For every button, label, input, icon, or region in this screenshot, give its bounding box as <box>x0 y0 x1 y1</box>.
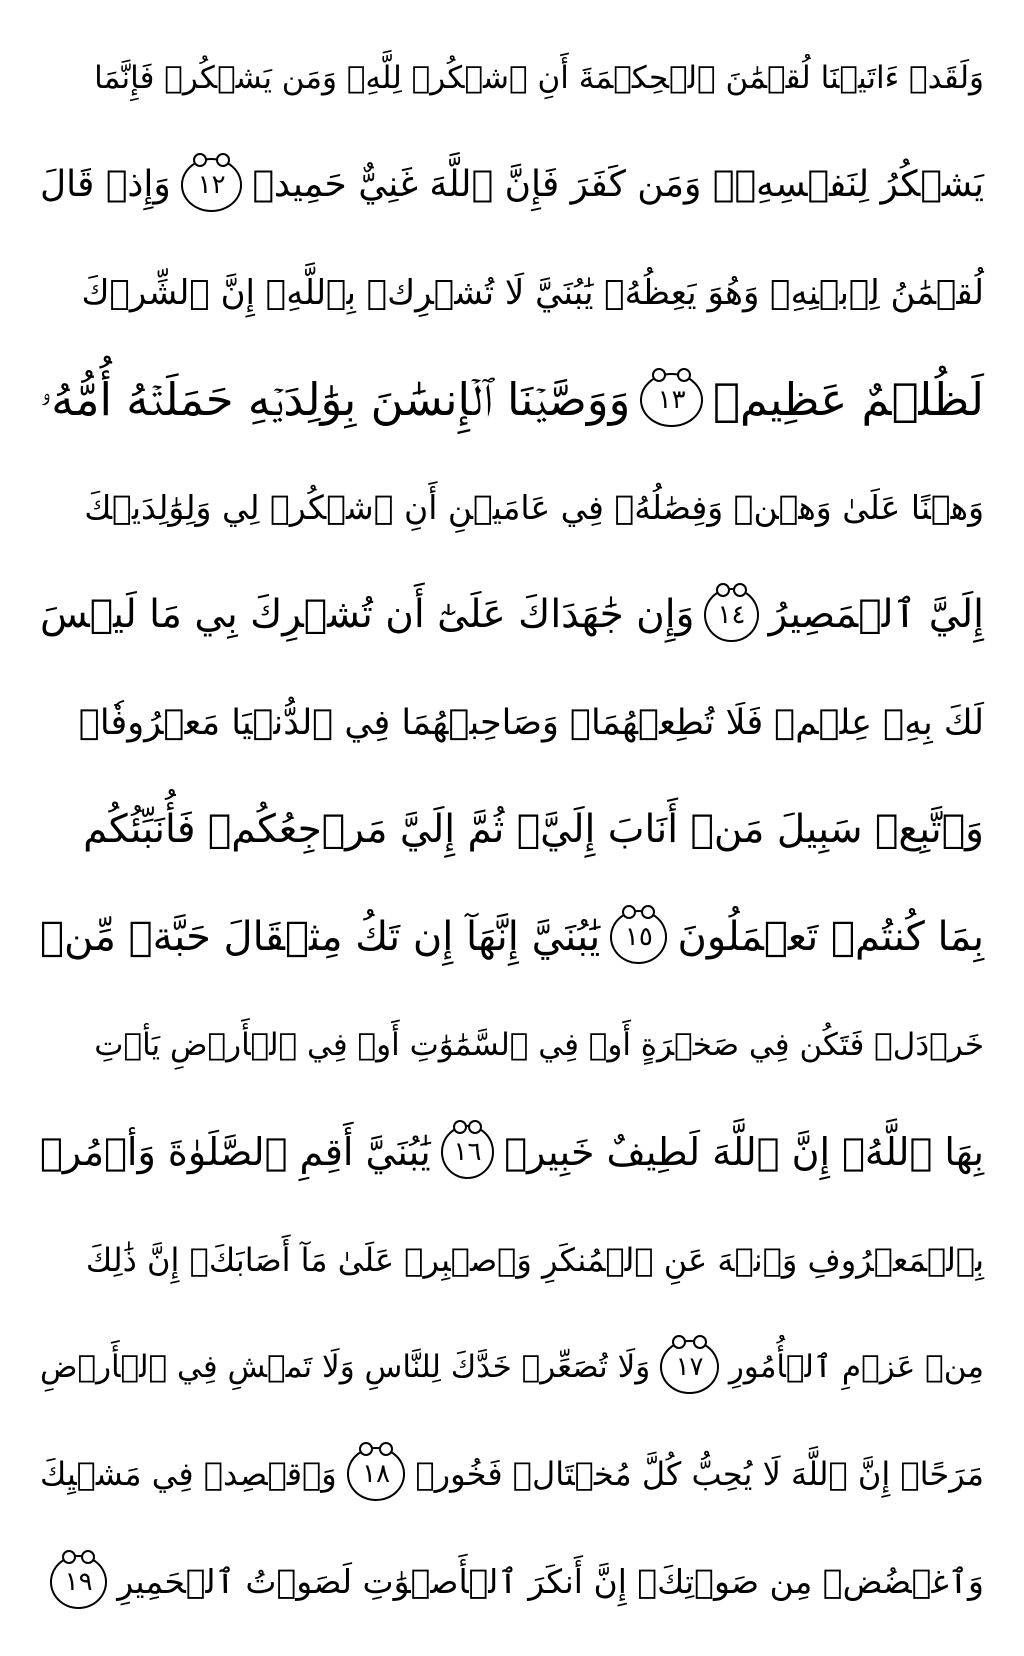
text-line-7 <box>40 675 984 771</box>
line-text: وَلَا تُصَعِّرۡ خَدَّكَ لِلنَّاسِ وَلَا تَمۡشِ فِي ٱلۡأَرۡضِ <box>40 1349 651 1386</box>
line-text: وَٱغۡضُضۡ مِن صَوۡتِكَۚ إِنَّ أَنكَرَ ٱلۡأَصۡوَٰتِ لَصَوۡتُ ٱلۡحَمِيرِ <box>117 1561 984 1601</box>
line-text: وَإِن جَٰهَدَاكَ عَلَىٰٓ أَن تُشۡرِكَ بِي مَا لَيۡسَ <box>40 592 695 638</box>
ayah-number: ١٩ <box>64 1566 93 1597</box>
line-text: وَهۡنًا عَلَىٰ وَهۡنٖ وَفِصَٰلُهُۥ فِي عَامَيۡنِ أَنِ ٱشۡكُرۡ لِي وَلِوَٰلِدَيۡكَ <box>84 487 984 527</box>
line-text: وَلَقَدۡ ءَاتَيۡنَا لُقۡمَٰنَ ٱلۡحِكۡمَةَ أَنِ ٱشۡكُرۡ لِلَّهِۚ وَمَن يَشۡكُرۡ فَإِنَّمَا <box>94 60 984 96</box>
line-text: يَٰبُنَيَّ أَقِمِ ٱلصَّلَوٰةَ وَأۡمُرۡ <box>40 1130 431 1175</box>
line-text: لُقۡمَٰنُ لِٱبۡنِهِۦ وَهُوَ يَعِظُهُۥ يَٰبُنَيَّ لَا تُشۡرِكۡ بِٱللَّهِۖ إِنَّ ٱلشِّرۡكَ <box>81 272 984 313</box>
line-text: إِلَيَّ ٱلۡمَصِيرُ <box>768 592 984 638</box>
text-line-13 <box>40 1319 984 1415</box>
ayah-end-marker-icon <box>50 1555 107 1609</box>
ayah-number: ١٨ <box>362 1459 391 1490</box>
text-line-2 <box>40 137 984 233</box>
text-line-12 <box>40 1212 984 1308</box>
line-text: وَٱتَّبِعۡ سَبِيلَ مَنۡ أَنَابَ إِلَيَّۚ ثُمَّ إِلَيَّ مَرۡجِعُكُمۡ فَأُنَبِّئُكُم <box>83 806 984 852</box>
verse-lines <box>40 30 984 1630</box>
line-text: مِنۡ عَزۡمِ ٱلۡأُمُورِ <box>728 1349 984 1386</box>
line-text: لَكَ بِهِۦ عِلۡمٞ فَلَا تُطِعۡهُمَاۖ وَصَاحِبۡهُمَا فِي ٱلدُّنۡيَا مَعۡرُوفٗاۖ <box>78 702 984 743</box>
text-line-5 <box>40 460 984 556</box>
line-text: وَوَصَّيۡنَا ٱلۡإِنسَٰنَ بِوَٰلِدَيۡهِ حَمَلَتۡهُ أُمُّهُۥ <box>40 373 631 427</box>
line-text: مَرَحًاۖ إِنَّ ٱللَّهَ لَا يُحِبُّ كُلَّ مُخۡتَالٖ فَخُورٖ <box>415 1455 984 1494</box>
ayah-number: ١٥ <box>624 922 653 953</box>
text-line-1 <box>40 30 984 126</box>
text-line-4 <box>40 352 984 448</box>
line-text: يَشۡكُرُ لِنَفۡسِهِۦۖ وَمَن كَفَرَ فَإِنَّ ٱللَّهَ غَنِيٌّ حَمِيدٞ <box>252 164 984 206</box>
ayah-end-marker-icon <box>704 588 758 642</box>
ayah-number: ١٣ <box>657 385 686 416</box>
line-text: لَظُلۡمٌ عَظِيمٞ <box>712 373 984 427</box>
text-line-15 <box>40 1534 984 1630</box>
line-text: بِمَا كُنتُمۡ تَعۡمَلُونَ <box>677 914 984 961</box>
ayah-end-marker-icon <box>610 910 667 964</box>
ayah-number: ١٢ <box>197 170 226 201</box>
ayah-end-marker-icon <box>640 373 703 427</box>
ayah-end-marker-icon <box>441 1125 495 1179</box>
ayah-number: ١٦ <box>453 1137 482 1168</box>
text-line-6 <box>40 567 984 663</box>
text-line-11 <box>40 1104 984 1200</box>
text-line-8 <box>40 782 984 878</box>
text-line-14 <box>40 1426 984 1522</box>
text-line-9 <box>40 889 984 985</box>
line-text: خَرۡدَلٖ فَتَكُن فِي صَخۡرَةٍ أَوۡ فِي ٱلسَّمَٰوَٰتِ أَوۡ فِي ٱلۡأَرۡضِ يَأۡتِ <box>94 1026 984 1063</box>
ayah-number: ١٤ <box>717 600 746 631</box>
ayah-end-marker-icon <box>347 1447 406 1501</box>
line-text: بِٱلۡمَعۡرُوفِ وَٱنۡهَ عَنِ ٱلۡمُنكَرِ وَٱصۡبِرۡ عَلَىٰ مَآ أَصَابَكَۖ إِنَّ ذَٰلِكَ <box>85 1240 984 1279</box>
ayah-end-marker-icon <box>181 158 243 212</box>
ayah-number: ١٧ <box>675 1352 704 1383</box>
line-text: يَٰبُنَيَّ إِنَّهَآ إِن تَكُ مِثۡقَالَ حَبَّةٖ مِّنۡ <box>40 914 601 961</box>
line-text: وَٱقۡصِدۡ فِي مَشۡيِكَ <box>40 1455 337 1494</box>
text-line-10 <box>40 997 984 1093</box>
line-text: بِهَا ٱللَّهُۚ إِنَّ ٱللَّهَ لَطِيفٌ خَبِيرٞ <box>504 1130 984 1175</box>
ayah-end-marker-icon <box>660 1340 719 1394</box>
line-text: وَإِذۡ قَالَ <box>40 164 171 206</box>
text-line-3 <box>40 245 984 341</box>
